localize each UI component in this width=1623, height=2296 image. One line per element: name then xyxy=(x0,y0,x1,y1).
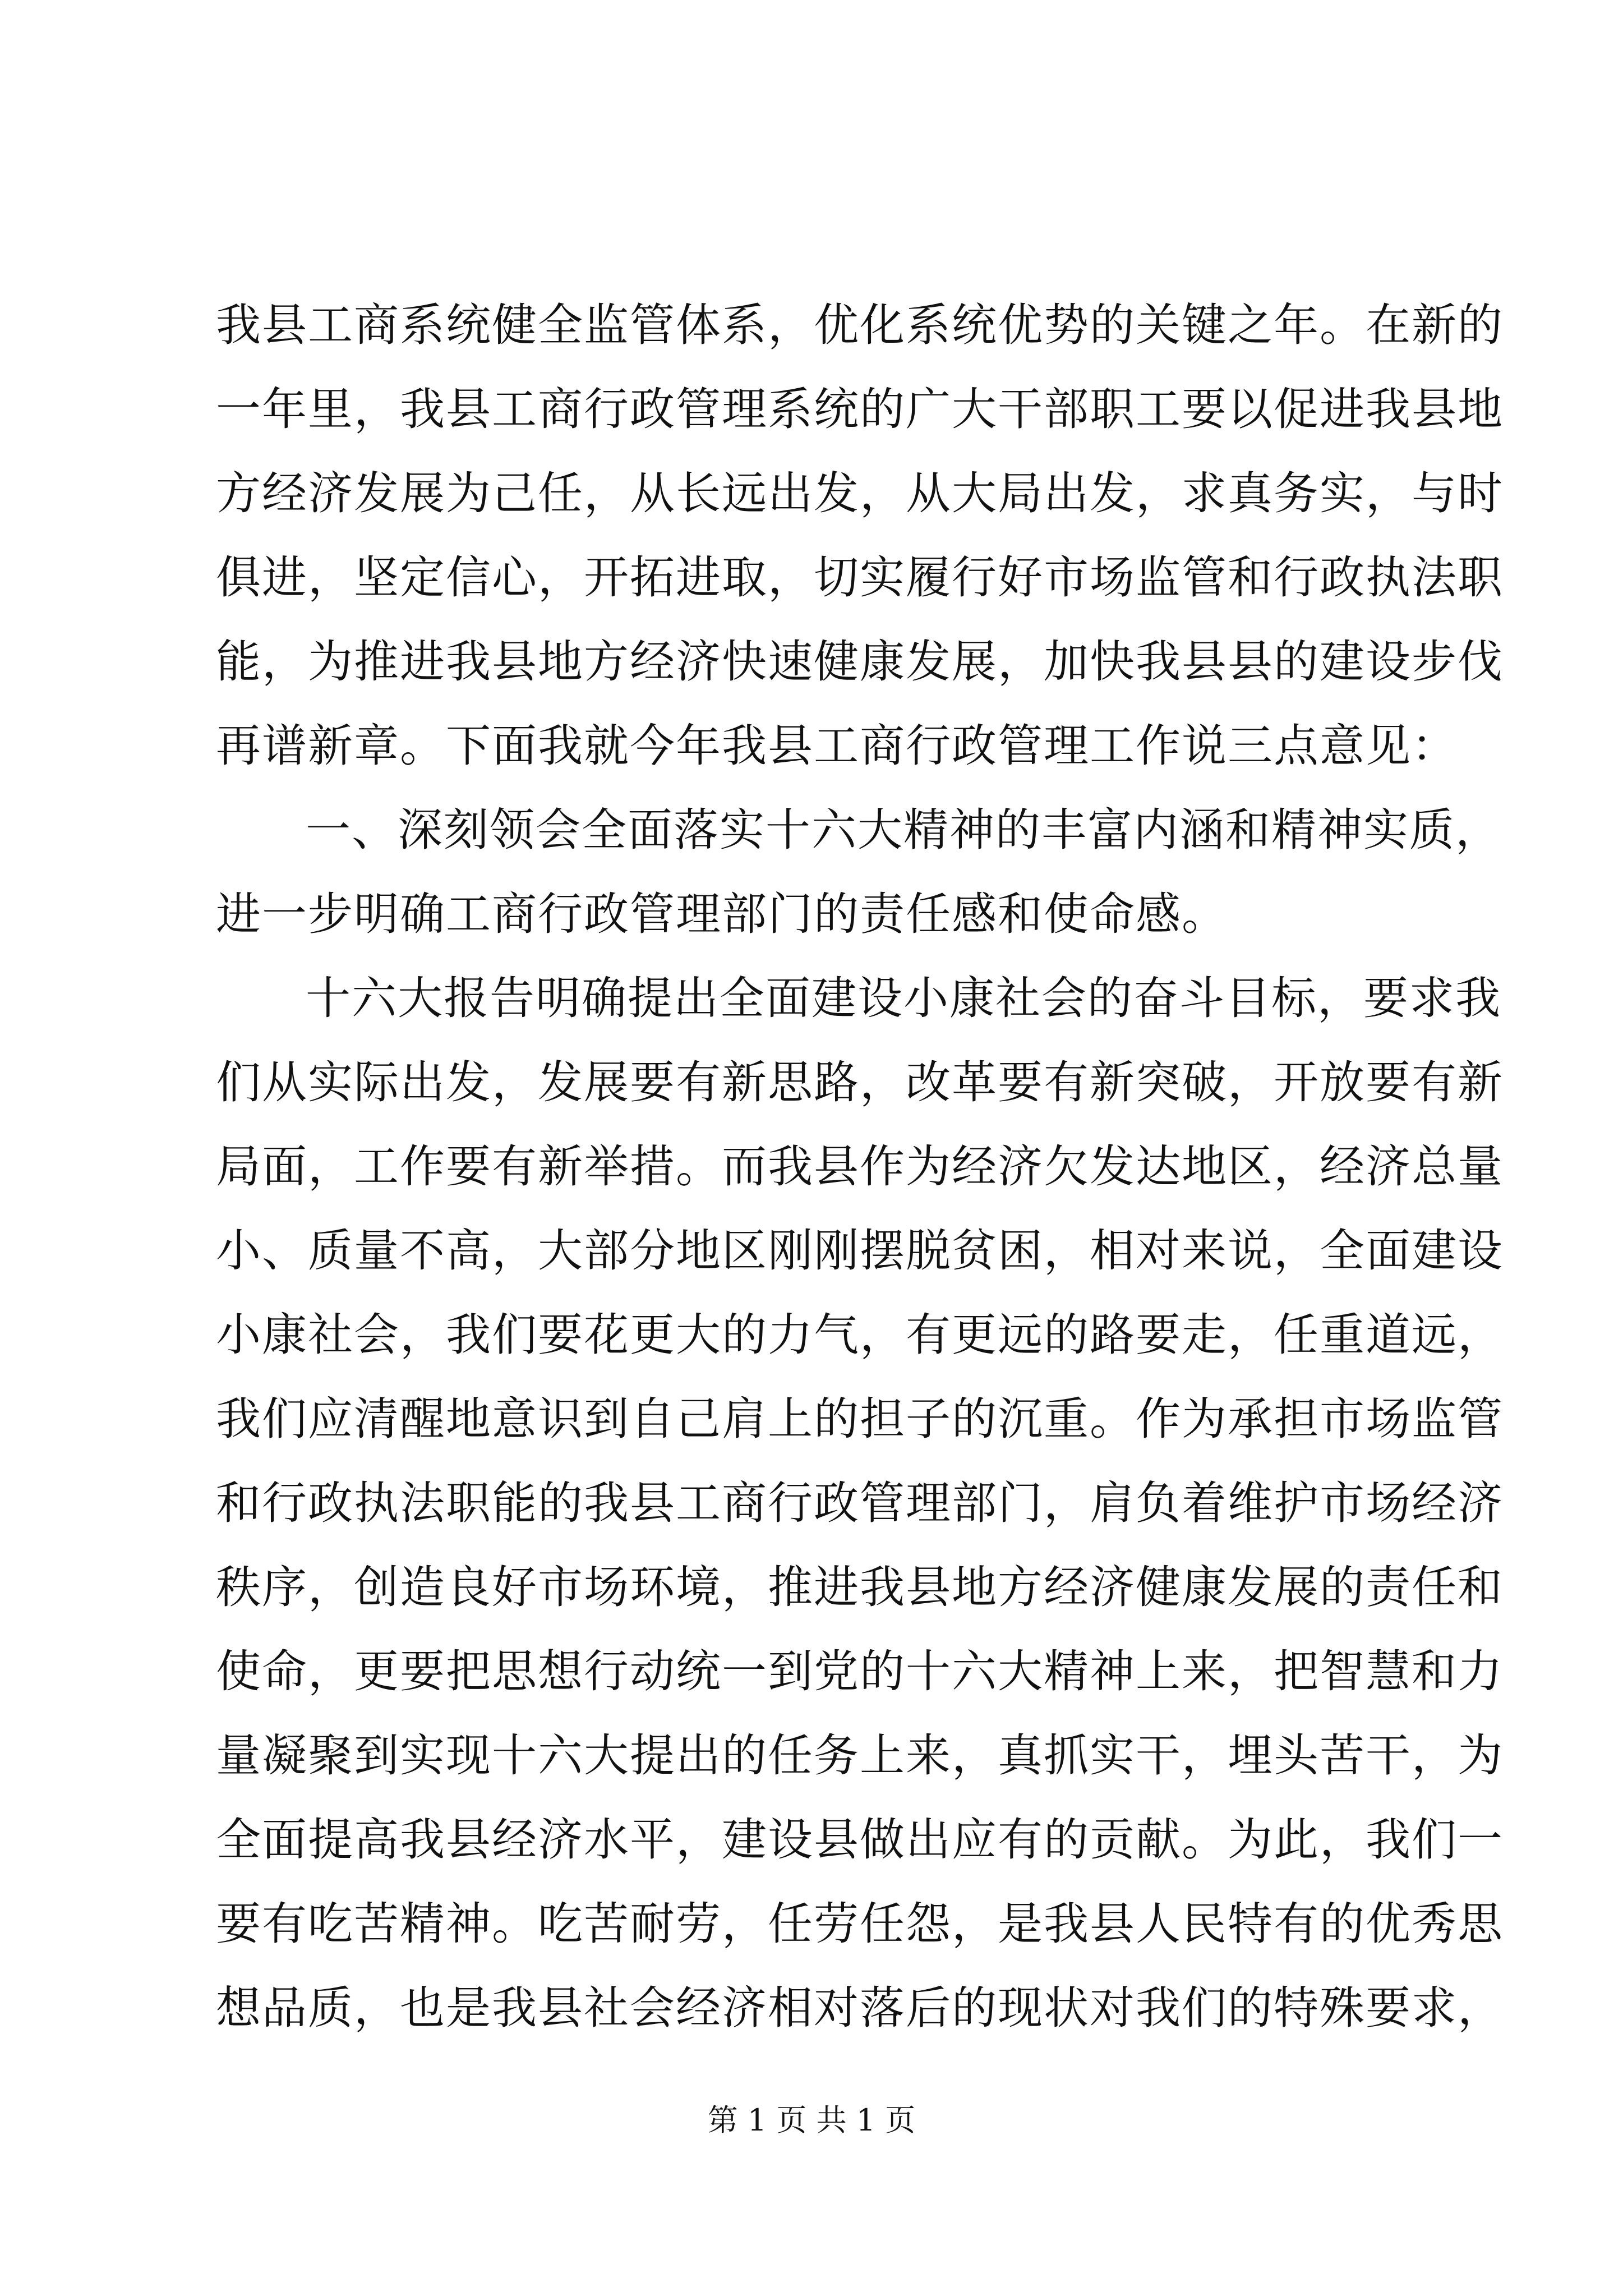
page-number-footer: 第 1 页 共 1 页 xyxy=(707,2102,916,2138)
text-line: 我县工商系统健全监管体系，优化系统优势的关键之年。在新的 xyxy=(216,299,1504,351)
text-line: 俱进，坚定信心，开拓进取，切实履行好市场监管和行政执法职 xyxy=(216,551,1504,604)
text-line: 要有吃苦精神。吃苦耐劳，任劳任怨，是我县人民特有的优秀思 xyxy=(216,1898,1504,1950)
text-line: 和行政执法职能的我县工商行政管理部门，肩负着维护市场经济 xyxy=(216,1477,1504,1529)
text-line: 我们应清醒地意识到自己肩上的担子的沉重。作为承担市场监管 xyxy=(216,1393,1504,1445)
text-line: 方经济发展为己任，从长远出发，从大局出发，求真务实，与时 xyxy=(216,467,1504,519)
text-line: 小康社会，我们要花更大的力气，有更远的路要走，任重道远， xyxy=(216,1309,1504,1361)
text-line: 再谱新章。下面我就今年我县工商行政管理工作说三点意见： xyxy=(216,720,1458,772)
text-line: 全面提高我县经济水平，建设县做出应有的贡献。为此，我们一 xyxy=(216,1814,1504,1866)
text-line: 一年里，我县工商行政管理系统的广大干部职工要以促进我县地 xyxy=(216,383,1504,435)
text-line: 十六大报告明确提出全面建设小康社会的奋斗目标，要求我 xyxy=(306,972,1501,1024)
text-line: 小、质量不高，大部分地区刚刚摆脱贫困，相对来说，全面建设 xyxy=(216,1225,1504,1277)
section-heading-line: 进一步明确工商行政管理部门的责任感和使命感。 xyxy=(216,888,1228,940)
text-line: 们从实际出发，发展要有新思路，改革要有新突破，开放要有新 xyxy=(216,1056,1504,1108)
text-line: 量凝聚到实现十六大提出的任务上来，真抓实干，埋头苦干，为 xyxy=(216,1729,1504,1782)
text-line: 使命，更要把思想行动统一到党的十六大精神上来，把智慧和力 xyxy=(216,1645,1504,1697)
text-line: 秩序，创造良好市场环境，推进我县地方经济健康发展的责任和 xyxy=(216,1561,1504,1613)
text-line: 局面，工作要有新举措。而我县作为经济欠发达地区，经济总量 xyxy=(216,1140,1504,1193)
text-line: 能，为推进我县地方经济快速健康发展，加快我县县的建设步伐 xyxy=(216,636,1504,688)
section-heading-line: 一、深刻领会全面落实十六大精神的丰富内涵和精神实质， xyxy=(306,804,1501,856)
text-line: 想品质，也是我县社会经济相对落后的现状对我们的特殊要求， xyxy=(216,1982,1504,2034)
